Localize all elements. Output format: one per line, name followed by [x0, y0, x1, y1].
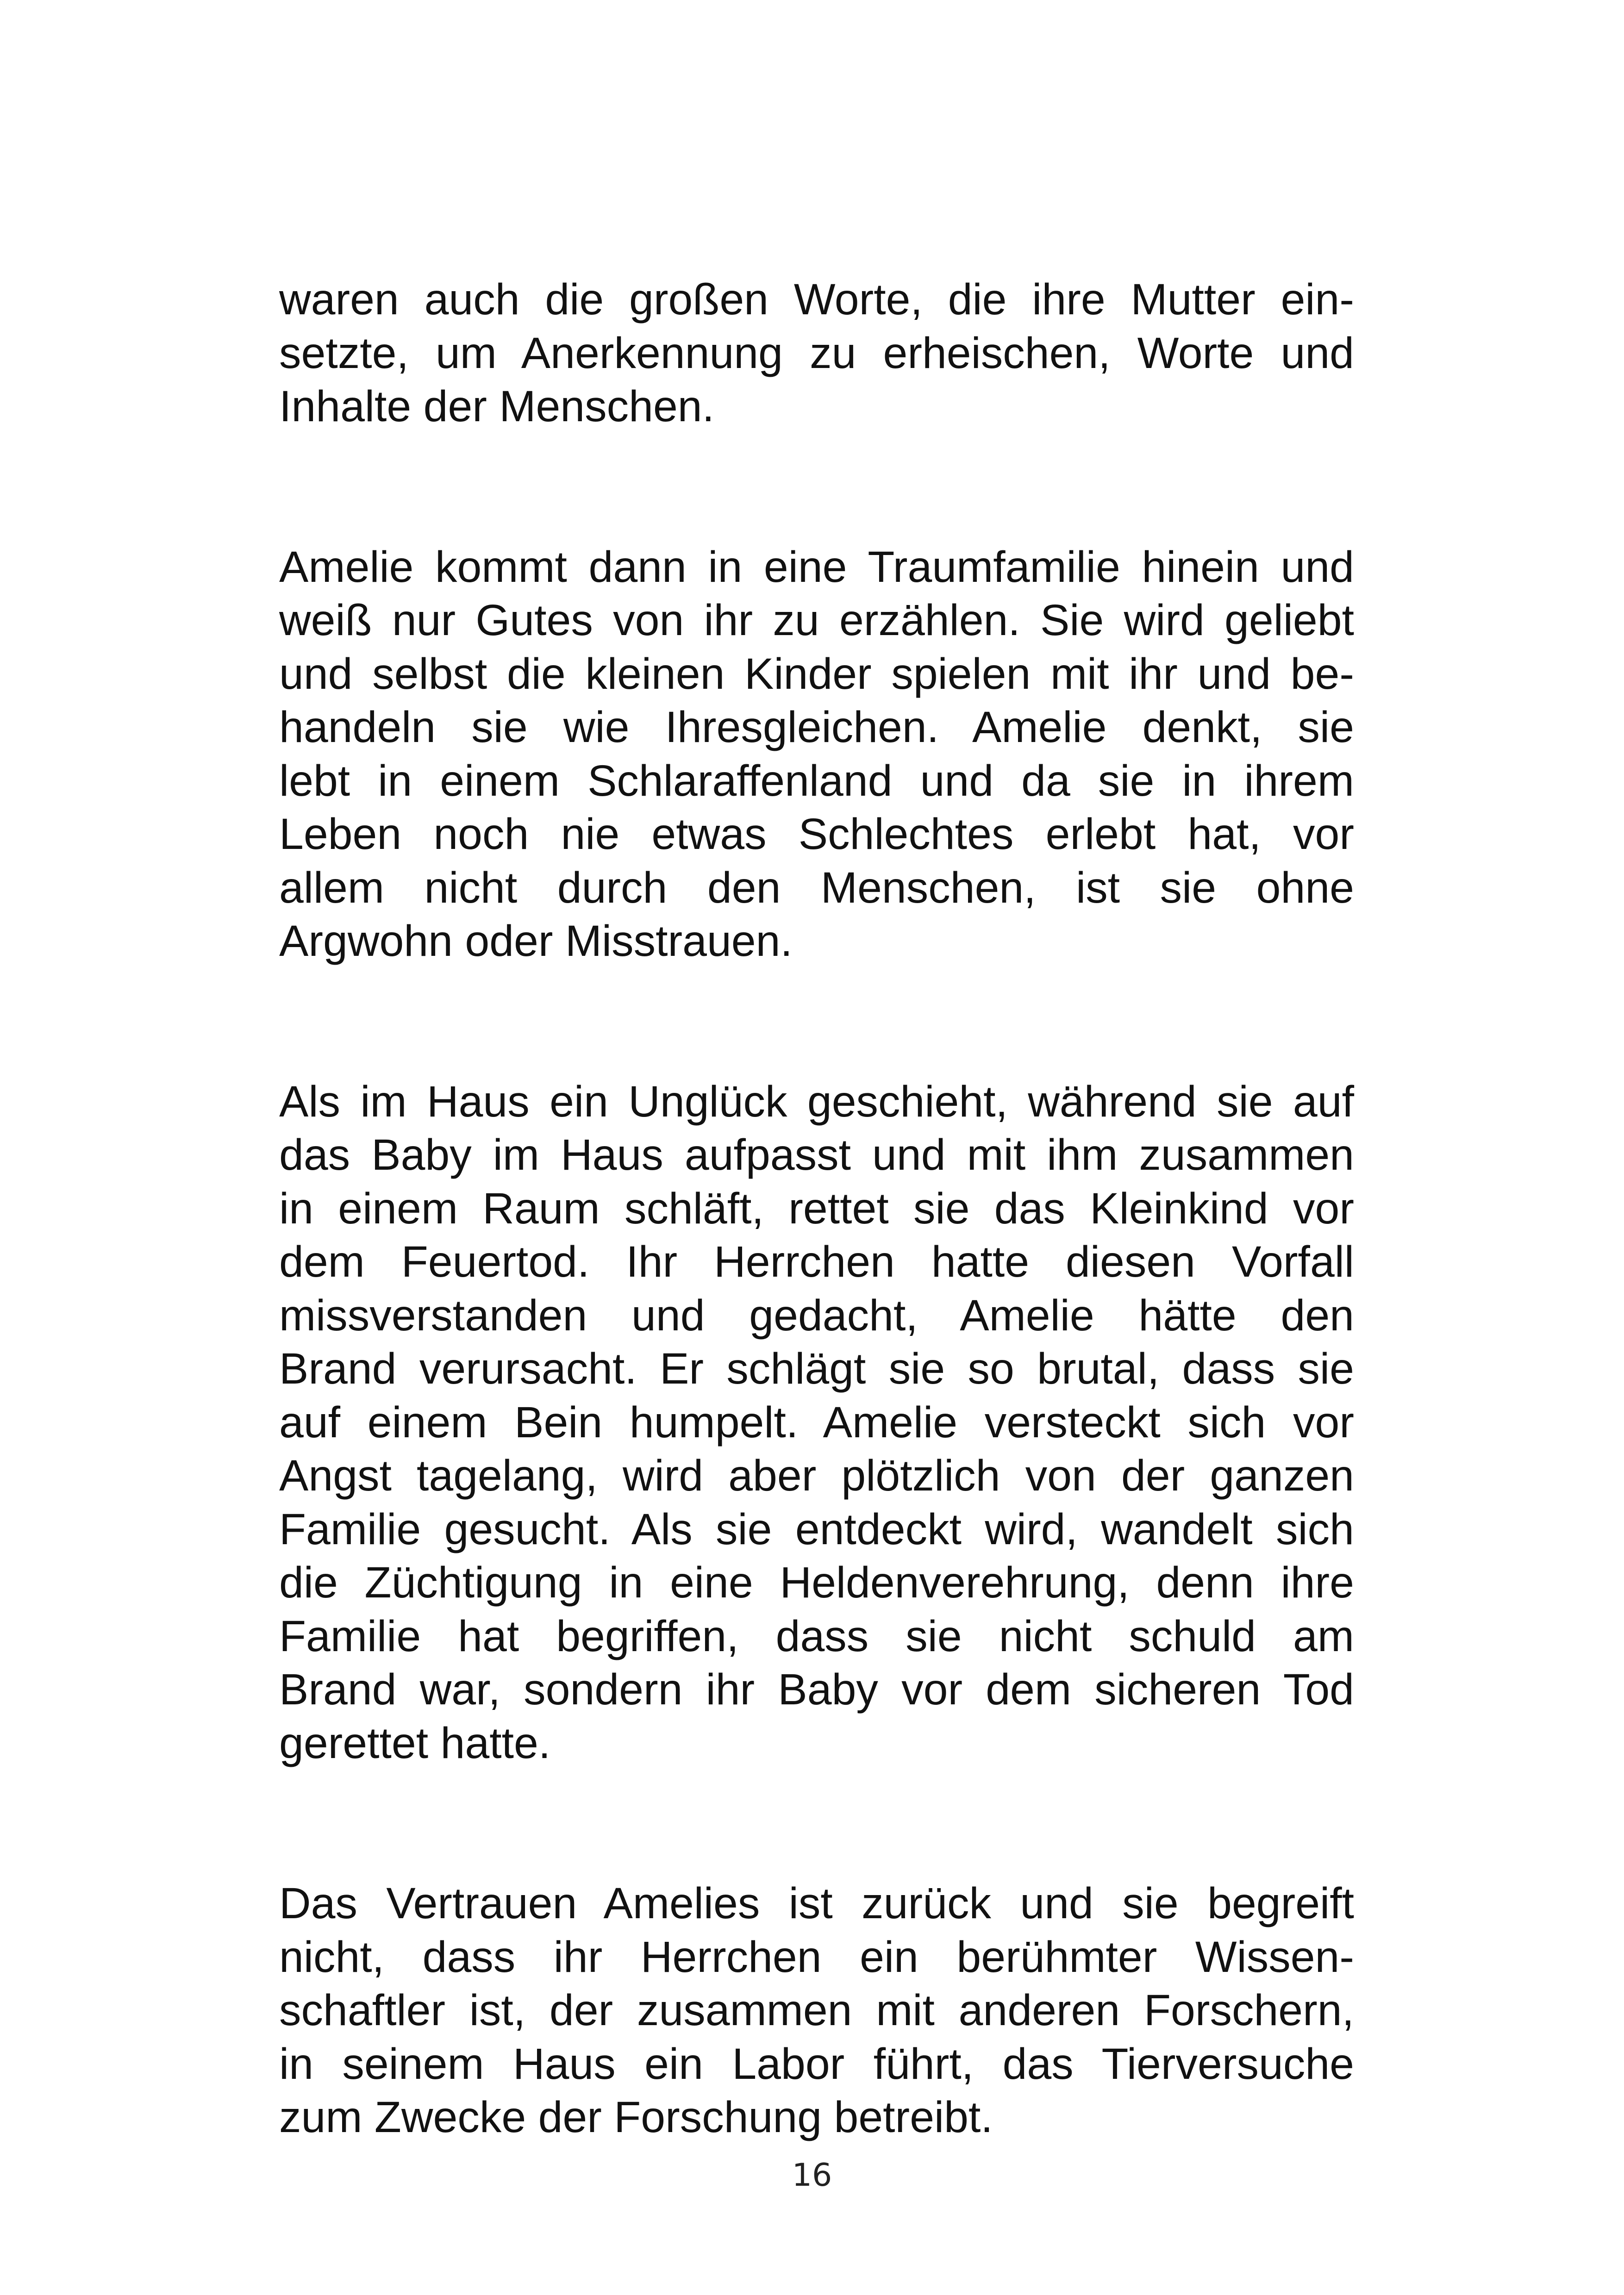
page-number: 16 [792, 2157, 832, 2194]
text-line: gerettet hatte. [279, 1718, 551, 1768]
text-line: Leben noch nie etwas Schlechtes erlebt hat, vor [279, 810, 1354, 859]
text-line: Amelie kommt dann in eine Traumfamilie hinein und [279, 542, 1354, 592]
paragraph-4 [279, 1877, 1354, 2145]
text-line: Brand war, sondern ihr Baby vor dem sicheren Tod [279, 1665, 1354, 1714]
text-line: in seinem Haus ein Labor führt, das Tierversuche [279, 2039, 1354, 2089]
text-line: allem nicht durch den Menschen, ist sie ohne [279, 863, 1354, 912]
text-line: Angst tagelang, wird aber plötzlich von der ganzen [279, 1451, 1354, 1500]
text-line: missverstanden und gedacht, Amelie hätte den [279, 1291, 1354, 1340]
text-line: handeln sie wie Ihresgleichen. Amelie denkt, sie [279, 703, 1354, 752]
text-line: und selbst die kleinen Kinder spielen mit ihr und be- [279, 649, 1354, 698]
text-line: waren auch die großen Worte, die ihre Mutter ein- [279, 275, 1354, 324]
text-line: in einem Raum schläft, rettet sie das Kleinkind vor [279, 1184, 1354, 1233]
text-line: lebt in einem Schlaraffenland und da sie in ihrem [279, 756, 1354, 805]
text-line: Familie gesucht. Als sie entdeckt wird, wandelt sich [279, 1504, 1354, 1554]
text-line: Brand verursacht. Er schlägt sie so brutal, dass sie [279, 1344, 1354, 1393]
text-line: Als im Haus ein Unglück geschieht, während sie auf [279, 1077, 1354, 1126]
text-line: schaftler ist, der zusammen mit anderen Forschern, [279, 1986, 1354, 2035]
text-line: die Züchtigung in eine Heldenverehrung, denn ihre [279, 1558, 1354, 1607]
paragraph-3 [279, 1075, 1354, 1771]
text-line: zum Zwecke der Forschung betreibt. [279, 2093, 993, 2142]
paragraph-2 [279, 541, 1354, 968]
text-line: weiß nur Gutes von ihr zu erzählen. Sie wird geliebt [279, 596, 1354, 645]
paragraph-1 [279, 273, 1354, 434]
text-line: Familie hat begriffen, dass sie nicht schuld am [279, 1611, 1354, 1661]
text-line: Inhalte der Menschen. [279, 382, 715, 431]
text-line: dem Feuertod. Ihr Herrchen hatte diesen Vorfall [279, 1237, 1354, 1286]
text-line: das Baby im Haus aufpasst und mit ihm zusammen [279, 1130, 1354, 1179]
text-line: setzte, um Anerkennung zu erheischen, Worte und [279, 328, 1354, 378]
text-line: nicht, dass ihr Herrchen ein berühmter Wissen- [279, 1932, 1354, 1982]
body-text [279, 273, 1354, 2145]
text-line: Argwohn oder Misstrauen. [279, 917, 793, 966]
text-line: Das Vertrauen Amelies ist zurück und sie begreift [279, 1879, 1354, 1928]
text-line: auf einem Bein humpelt. Amelie versteckt sich vor [279, 1397, 1354, 1447]
